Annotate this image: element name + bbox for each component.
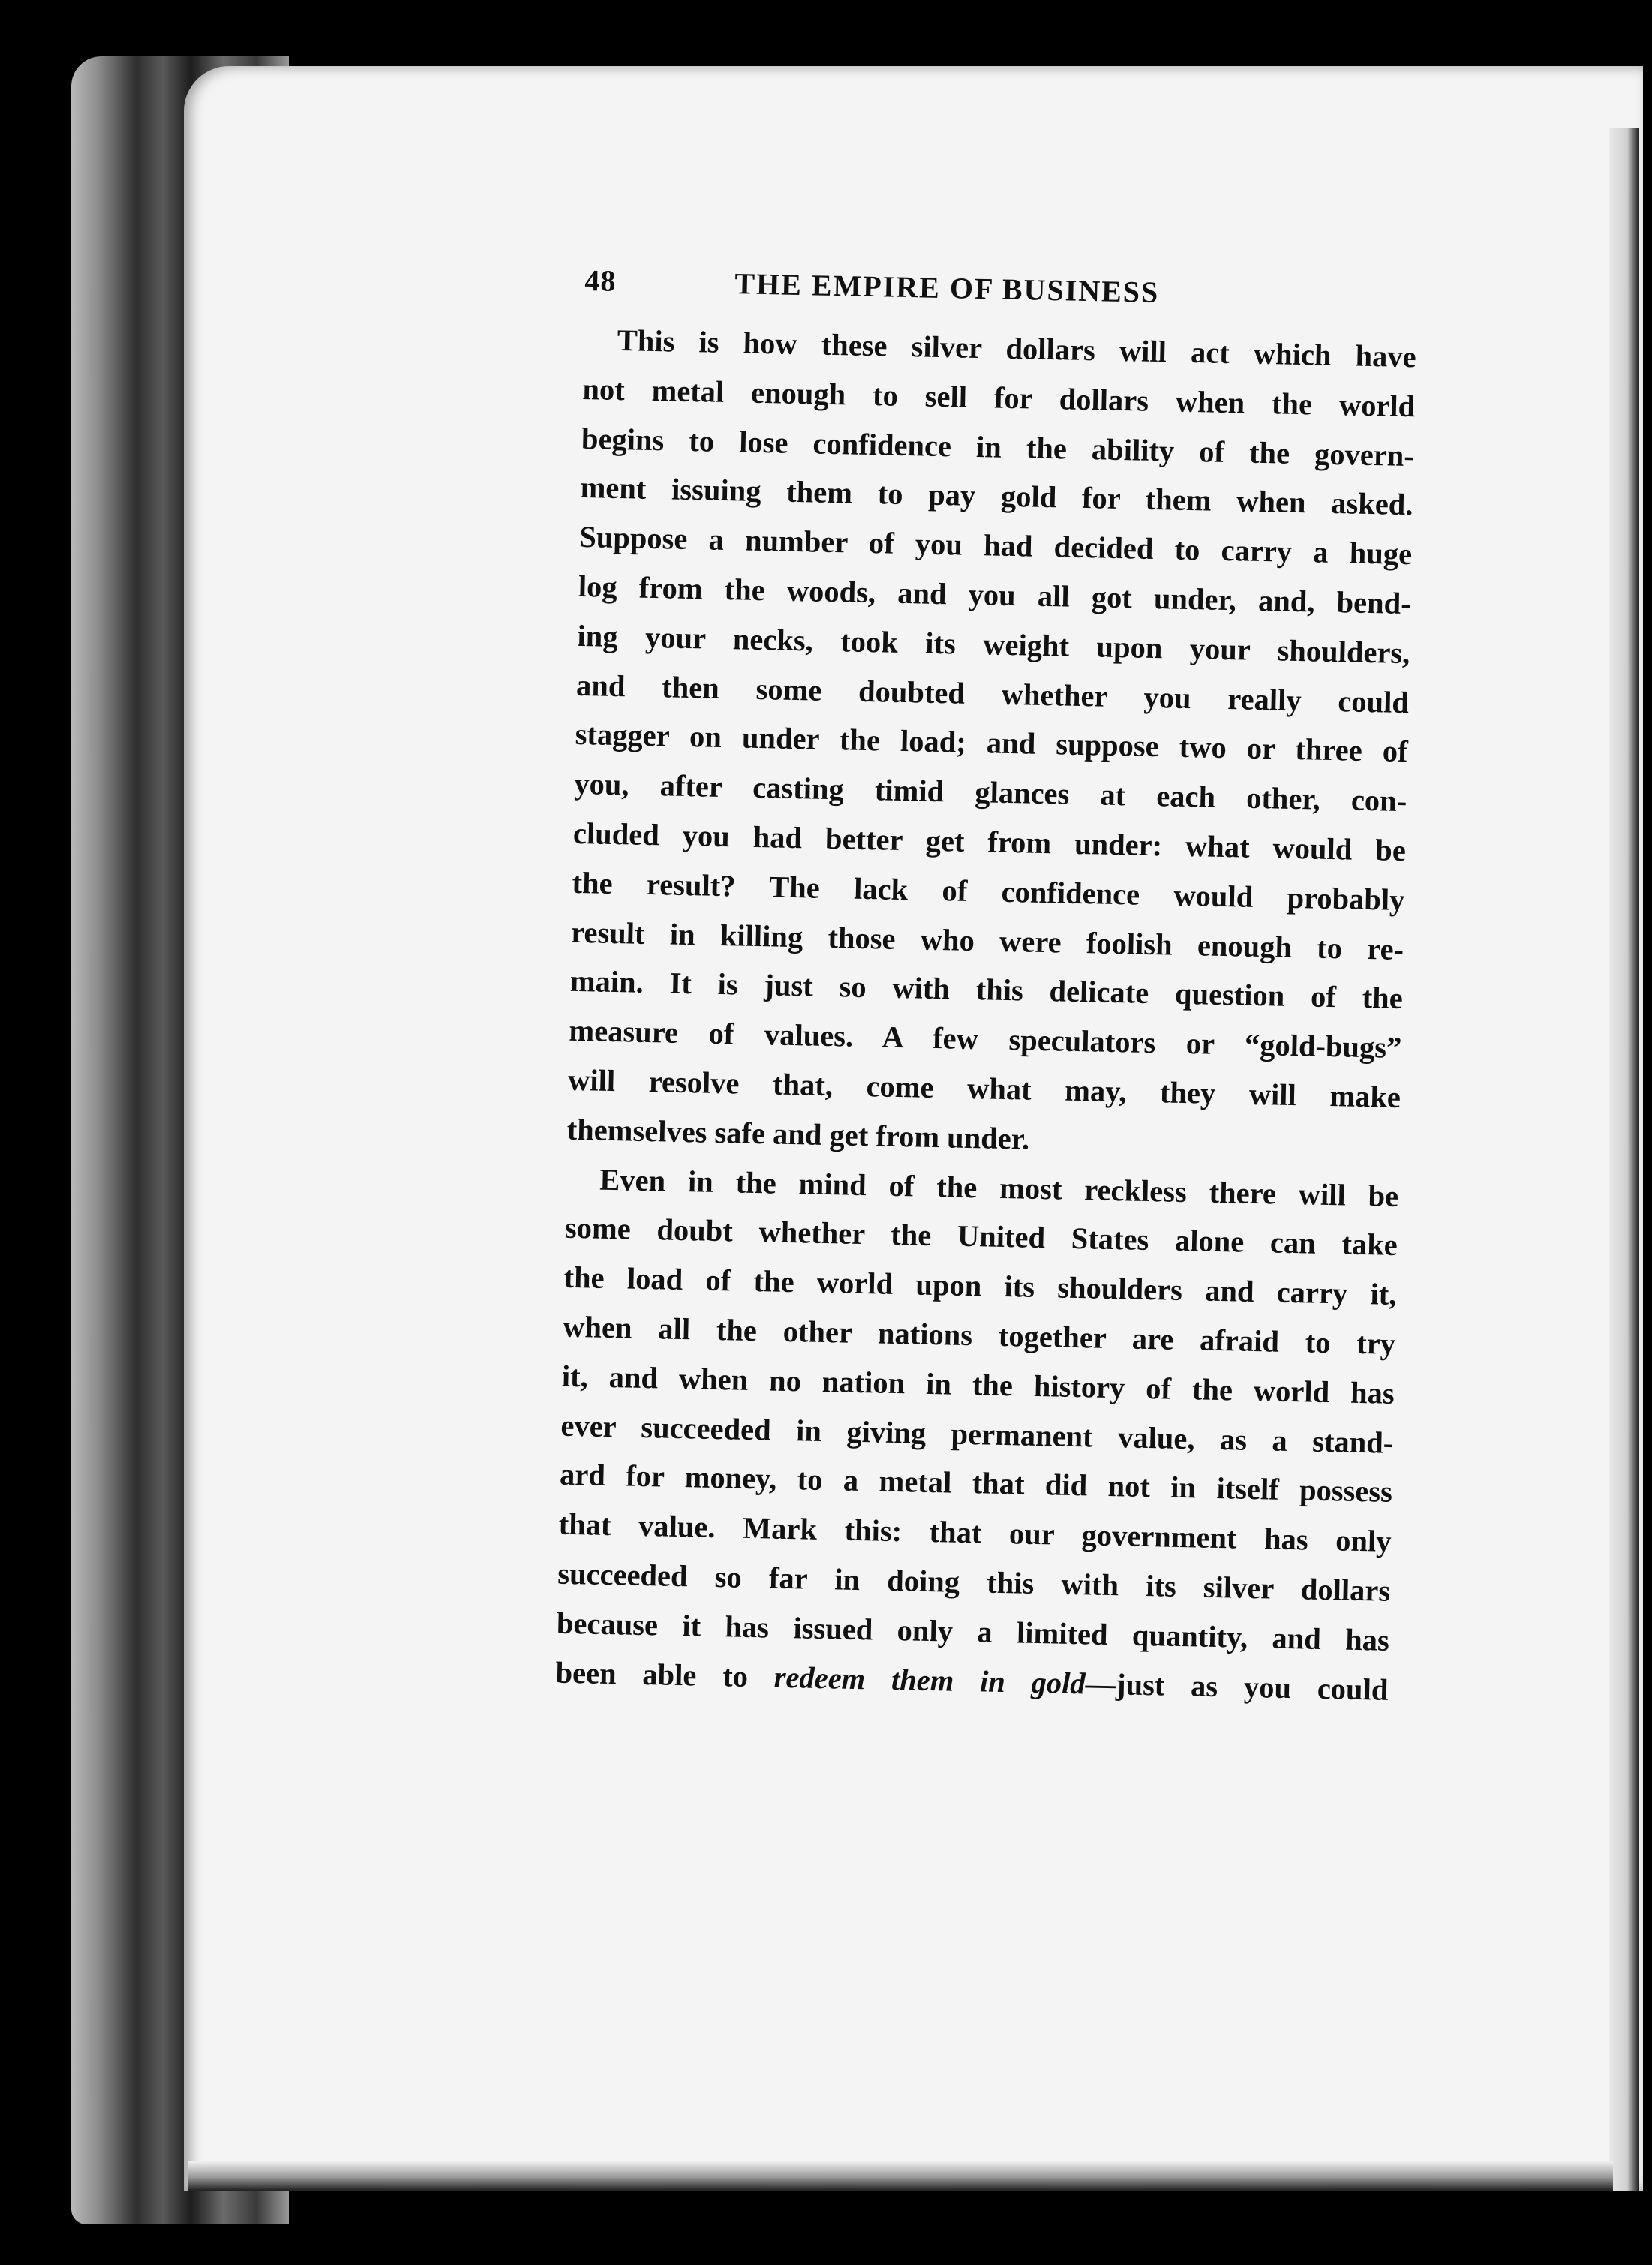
- text-line: result in killing those who were foolish enough to re-: [570, 915, 1404, 966]
- text-line: that value. Mark this: that our government has only: [558, 1506, 1392, 1558]
- text-line: ing your necks, took its weight upon your shoulders,: [577, 618, 1410, 670]
- text-line: some doubt whether the United States alone can take: [564, 1211, 1398, 1263]
- text-line: you, after casting timid glances at each other, con-: [573, 767, 1407, 819]
- text-line: ard for money, to a metal that did not in itself possess: [559, 1457, 1393, 1509]
- text-line: themselves safe and get from under.: [566, 1112, 1030, 1156]
- text-line: the result? The lack of confidence would probably: [572, 865, 1405, 917]
- paragraph-1: [566, 315, 1416, 1172]
- page-right-edge: [1609, 128, 1639, 2191]
- text-line: begins to lose confidence in the ability of the govern-: [581, 421, 1415, 473]
- page-bottom-edge: [188, 2161, 1613, 2191]
- text-run: been able to: [555, 1655, 775, 1694]
- text-line: main. It is just so with this delicate question of the: [569, 964, 1404, 1016]
- text-line: will resolve that, come what may, they will make: [567, 1062, 1401, 1114]
- text-block: [555, 263, 1418, 1714]
- text-line: it, and when no nation in the history of the world has: [561, 1359, 1395, 1410]
- text-run: —just as you could: [1085, 1666, 1389, 1707]
- text-line: measure of values. A few speculators or “gold-bugs”: [569, 1013, 1402, 1065]
- paragraph-2: [555, 1154, 1399, 1714]
- text-line: Suppose a number of you had decided to carry a huge: [578, 520, 1413, 572]
- text-line: log from the woods, and you all got under, and, bend-: [578, 569, 1412, 621]
- text-line: and then some doubted whether you really could: [575, 668, 1410, 719]
- text-line: stagger on under the load; and suppose two or three of: [575, 717, 1409, 769]
- text-line: the load of the world upon its shoulders and carry it,: [563, 1260, 1397, 1312]
- text-line: ever succeeded in giving permanent value, as a stand-: [560, 1408, 1394, 1460]
- text-line: because it has issued only a limited quantity, and has: [556, 1606, 1390, 1657]
- text-line: ment issuing them to pay gold for them when asked.: [580, 470, 1413, 522]
- text-line: succeeded so far in doing this with its silver dollars: [557, 1556, 1391, 1608]
- text-line: not metal enough to sell for dollars when the world: [582, 371, 1416, 424]
- book-title: THE EMPIRE OF BUSINESS: [734, 266, 1160, 310]
- text-line: when all the other nations together are afraid to try: [562, 1309, 1396, 1361]
- text-line: Even in the mind of the most reckless there will be: [599, 1162, 1399, 1213]
- text-line: cluded you had better get from under: what would be: [572, 816, 1407, 868]
- page-number: 48: [584, 263, 617, 298]
- text-line: This is how these silver dollars will act which have: [617, 323, 1417, 374]
- italic-phrase: redeem them in gold: [773, 1660, 1086, 1700]
